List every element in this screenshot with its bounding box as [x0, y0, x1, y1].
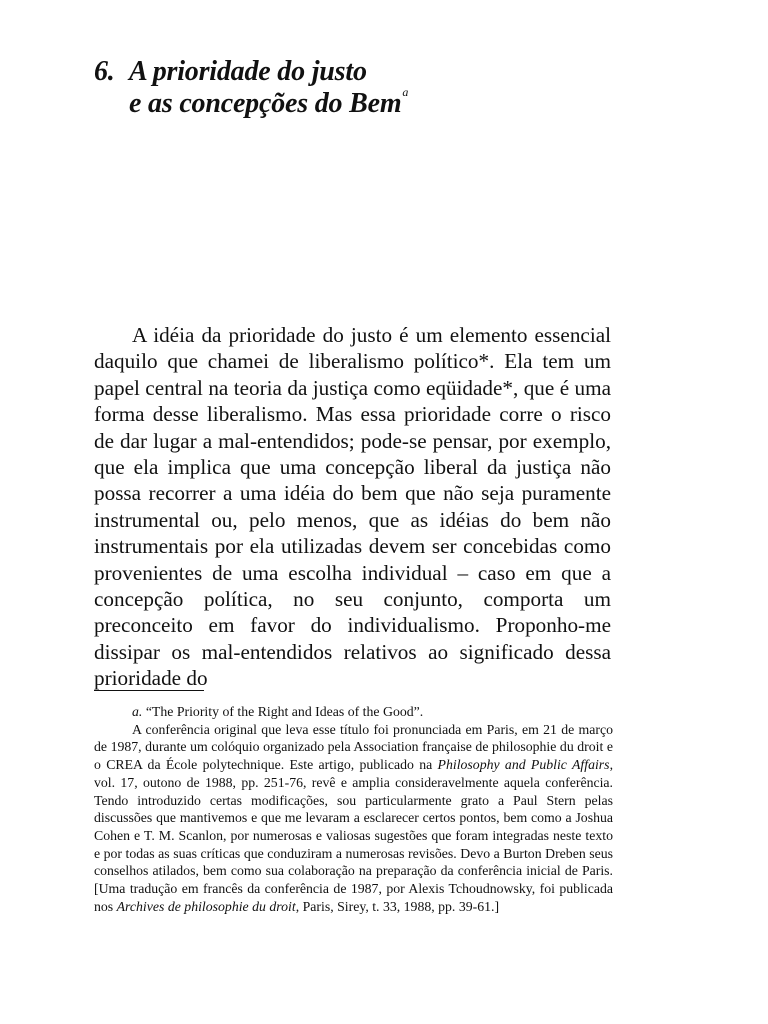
chapter-title-line-1 [94, 56, 408, 88]
footnote-original-title [94, 703, 613, 721]
footnote-reference-marker: a [402, 85, 409, 99]
chapter-title-text-1: A prioridade do justo [129, 56, 367, 87]
chapter-title-line-2 [94, 85, 409, 120]
footnote-separator-rule [94, 690, 204, 691]
chapter-title [94, 56, 408, 120]
footnote-marker: a. [132, 704, 143, 719]
footnote-archives-title: Archives de philosophie du droit [116, 898, 296, 914]
chapter-number: 6. [94, 56, 115, 87]
footnote-original-title-text: “The Priority of the Right and Ideas of the Good”. [145, 704, 424, 719]
body-paragraph: A idéia da prioridade do justo é um elemento essencial daquilo que chamei de liberalismo político*. Ela tem um papel central na teoria da justiça como eqüidade*, que é uma forma desse liberalismo. Mas essa prioridade corre o risco de dar lugar a mal-entendidos; pode-se pensar, por exemplo, que ela implica que uma concepção liberal da justiça não possa recorrer a uma idéia do bem que não seja puramente instrumental ou, pelo menos, que as idéias do bem não instrumentais por ela utilizadas devem ser concebidas como provenientes de uma escolha individual – caso em que a concepção política, no seu conjunto, comporta um preconceito em favor do individualismo. Proponho-me dissipar os mal-entendidos relativos ao significado dessa prioridade do [94, 323, 611, 691]
footnote-text-part-3: , Paris, Sirey, t. 33, 1988, pp. 39-61.] [295, 898, 500, 914]
footnote-area [94, 703, 613, 915]
footnote-body [94, 721, 613, 916]
footnote-journal-title: Philosophy and Public Affairs [437, 757, 610, 773]
chapter-title-text-2: e as concepções do Bem [129, 88, 402, 119]
footnote-text-part-2: , vol. 17, outono de 1988, pp. 251-76, revê e amplia consideravelmente aquela conferência. Tendo introduzido certas modificações, sou particularmente grato a Paul Stern pelas discussões que mantivemos e que me levaram a esclarecer certos pontos, bem como a Joshua Cohen e T. M. Scanlon, por numerosas e valiosas sugestões que foram integradas neste texto e por todas as suas críticas que conduziram a numerosas revisões. Devo a Burton Dreben seus conselhos atilados, bem como sua colaboração na preparação da conferência inicial de Paris. [Uma tradução em francês da conferência de 1987, por Alexis Tchoudnowsky, foi publicada nos [94, 757, 614, 914]
footnote-text-part-1: A conferência original que leva esse título foi pronunciada em Paris, em 21 de março de 1987, durante um colóquio organizado pela Association française de philosophie du droit e o CREA da École polytechnique. Este artigo, publicado na [94, 721, 613, 773]
